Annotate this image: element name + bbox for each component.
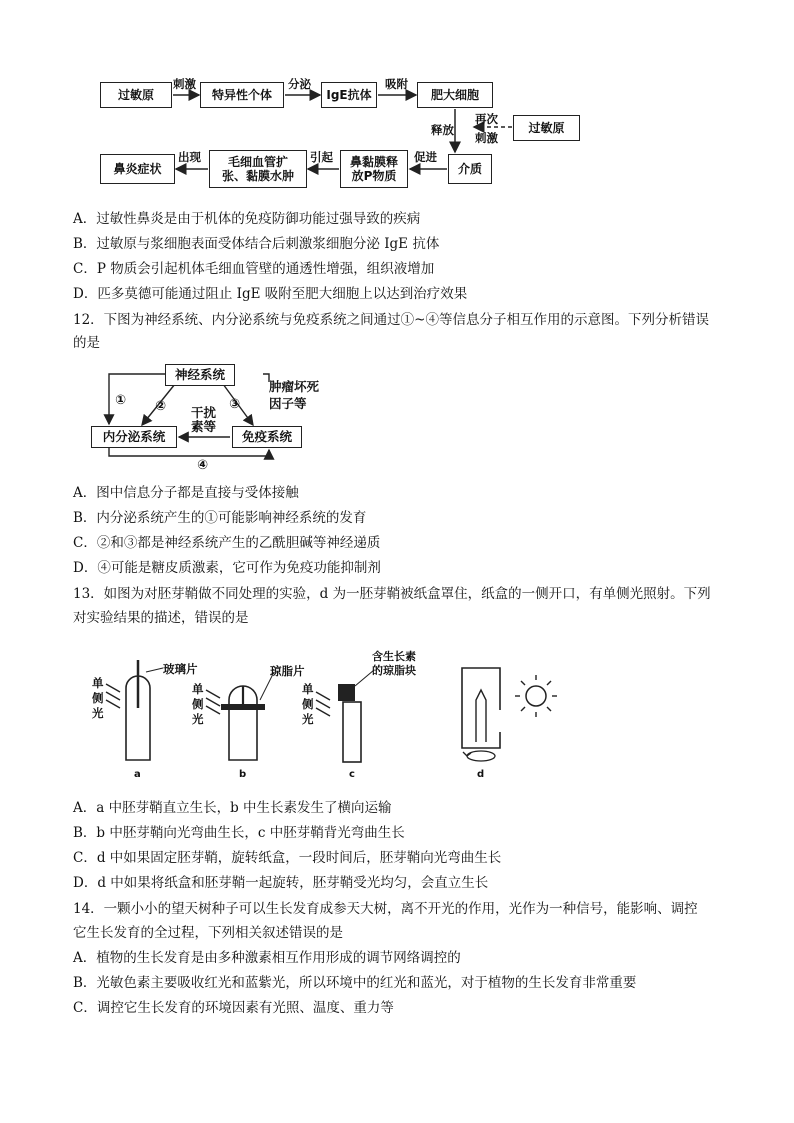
q11-option-d: D．匹多莫德可能通过阻止 IgE 吸附至肥大细胞上以达到治疗效果 bbox=[73, 286, 468, 302]
q13-option-c: C．d 中如果固定胚芽鞘，旋转纸盒，一段时间后，胚芽鞘向光弯曲生长 bbox=[73, 850, 502, 866]
q13-stem-line1: 13．如图为对胚芽鞘做不同处理的实验，d 为一胚芽鞘被纸盒罩住，纸盒的一侧开口，有单侧光照射。下列 bbox=[73, 586, 711, 602]
q13-option-b: B．b 中胚芽鞘向光弯曲生长，c 中胚芽鞘背光弯曲生长 bbox=[73, 825, 405, 841]
mast-cell-box: 肥大细胞 bbox=[417, 82, 493, 108]
q13-option-a: A．a 中胚芽鞘直立生长，b 中生长素发生了横向运输 bbox=[73, 800, 392, 816]
q14-option-b: B．光敏色素主要吸收红光和蓝紫光，所以环境中的红光和蓝光，对于植物的生长发育非常重要 bbox=[73, 975, 637, 991]
stimulate-label: 刺激 bbox=[173, 77, 196, 91]
glass-plate-label: 玻璃片 bbox=[163, 662, 198, 676]
q12-option-a: A．图中信息分子都是直接与受体接触 bbox=[73, 485, 299, 501]
experiment-b-label: b bbox=[239, 769, 247, 780]
tnf-label-line2: 因子等 bbox=[269, 396, 307, 411]
capillary-dilation-box: 毛细血管扩张、黏膜水肿 bbox=[209, 150, 307, 188]
ige-antibody-box: IgE抗体 bbox=[321, 82, 377, 108]
mediator-box: 介质 bbox=[448, 154, 492, 184]
secrete-label: 分泌 bbox=[288, 77, 311, 91]
release-label: 释放 bbox=[431, 123, 454, 137]
stimulate-again-label: 刺激 bbox=[475, 131, 498, 145]
unilateral-light-a-label: 单侧光 bbox=[92, 676, 104, 720]
agar-plate-label: 琼脂片 bbox=[270, 664, 305, 678]
q11-option-a: A．过敏性鼻炎是由于机体的免疫防御功能过强导致的疾病 bbox=[73, 211, 421, 227]
q13-option-d: D．d 中如果将纸盒和胚芽鞘一起旋转，胚芽鞘受光均匀，会直立生长 bbox=[73, 875, 489, 891]
adsorb-label: 吸附 bbox=[385, 77, 408, 91]
q12-option-b: B．内分泌系统产生的①可能影响神经系统的发育 bbox=[73, 510, 367, 526]
endocrine-system-box: 内分泌系统 bbox=[91, 426, 177, 448]
rhinitis-symptoms-box: 鼻炎症状 bbox=[100, 154, 175, 184]
q11-option-c: C．P 物质会引起机体毛细血管壁的通透性增强，组织液增加 bbox=[73, 261, 435, 277]
q12-option-d: D．④可能是糖皮质激素，它可作为免疫功能抑制剂 bbox=[73, 560, 381, 576]
coleoptile-drawings bbox=[88, 650, 578, 785]
molecule-2-label: ② bbox=[155, 399, 167, 414]
allergen-box: 过敏原 bbox=[100, 82, 172, 108]
interferon-label-line1: 干扰 bbox=[191, 405, 217, 420]
interferon-label-line2: 素等 bbox=[191, 419, 217, 434]
nasal-mucosa-p-substance-box: 鼻黏膜释放P物质 bbox=[340, 150, 408, 188]
unilateral-light-c-label: 单侧光 bbox=[302, 682, 314, 726]
coleoptile-experiment-figure bbox=[88, 650, 578, 785]
experiment-d-label: d bbox=[477, 769, 485, 780]
again-label: 再次 bbox=[475, 112, 498, 126]
cause-label: 引起 bbox=[310, 150, 333, 164]
q13-stem-line2: 对实验结果的描述，错误的是 bbox=[73, 610, 249, 626]
q12-option-c: C．②和③都是神经系统产生的乙酰胆碱等神经递质 bbox=[73, 535, 381, 551]
experiment-a-label: a bbox=[134, 769, 141, 780]
molecule-4-label: ④ bbox=[197, 458, 209, 473]
q12-stem-line1: 12．下图为神经系统、内分泌系统与免疫系统之间通过①~④等信息分子相互作用的示意图。下列分析错误 bbox=[73, 312, 709, 328]
allergy-flow-diagram bbox=[90, 68, 570, 198]
nervous-system-box: 神经系统 bbox=[165, 364, 235, 386]
tnf-label-line1: 肿瘤坏死 bbox=[269, 379, 320, 394]
unilateral-light-b-label: 单侧光 bbox=[192, 682, 204, 726]
q14-option-c: C．调控它生长发育的环境因素有光照、温度、重力等 bbox=[73, 1000, 394, 1016]
specific-individual-box: 特异性个体 bbox=[200, 82, 284, 108]
systems-interaction-diagram bbox=[85, 360, 345, 475]
molecule-1-label: ① bbox=[115, 393, 127, 408]
immune-system-box: 免疫系统 bbox=[232, 426, 302, 448]
q14-stem-line1: 14．一颗小小的望天树种子可以生长发育成参天大树，离不开光的作用，光作为一种信号，能影响、调控 bbox=[73, 901, 698, 917]
q12-stem-line2: 的是 bbox=[73, 335, 100, 351]
molecule-3-label: ③ bbox=[229, 397, 241, 412]
q11-option-b: B．过敏原与浆细胞表面受体结合后刺激浆细胞分泌 IgE 抗体 bbox=[73, 236, 440, 252]
experiment-c-label: c bbox=[349, 769, 355, 780]
appear-label: 出现 bbox=[178, 150, 201, 164]
allergen-again-box: 过敏原 bbox=[513, 115, 580, 141]
q14-option-a: A．植物的生长发育是由多种激素相互作用形成的调节网络调控的 bbox=[73, 950, 461, 966]
q14-stem-line2: 它生长发育的全过程，下列相关叙述错误的是 bbox=[73, 925, 343, 941]
auxin-agar-block-line2: 的琼脂块 bbox=[372, 664, 416, 677]
auxin-agar-block-line1: 含生长素 bbox=[372, 650, 416, 663]
promote-label: 促进 bbox=[414, 150, 437, 164]
